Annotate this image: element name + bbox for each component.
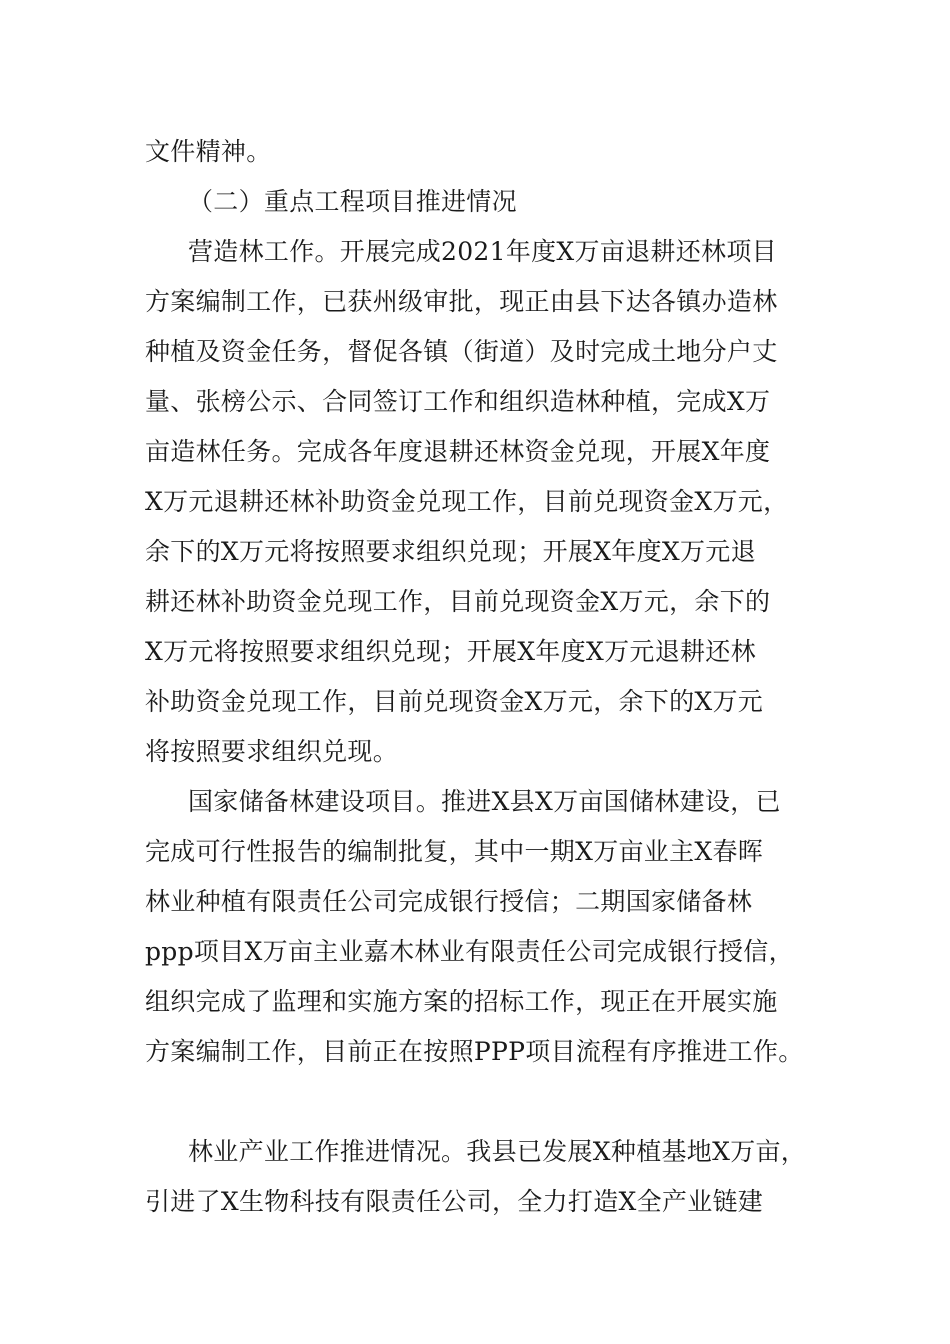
text-line: 营造林工作。开展完成2021年度X万亩退耕还林项目 <box>188 237 777 266</box>
text-line: ppp项目X万亩主业嘉木林业有限责任公司完成银行授信， <box>145 937 794 966</box>
text-line: X万元退耕还林补助资金兑现工作，目前兑现资金X万元， <box>145 487 789 516</box>
text-line: 国家储备林建设项目。推进X县X万亩国储林建设，已 <box>188 787 781 816</box>
text-line: 林业种植有限责任公司完成银行授信；二期国家储备林 <box>145 887 753 916</box>
text-line: 方案编制工作，目前正在按照PPP项目流程有序推进工作。 <box>145 1037 804 1066</box>
text-line: 将按照要求组织兑现。 <box>145 737 399 766</box>
text-line: 亩造林任务。完成各年度退耕还林资金兑现，开展X年度 <box>145 437 771 466</box>
text-line: 余下的X万元将按照要求组织兑现；开展X年度X万元退 <box>145 537 756 566</box>
text-line: X万元将按照要求组织兑现；开展X年度X万元退耕还林 <box>145 637 756 666</box>
text-line: 方案编制工作，已获州级审批，现正由县下达各镇办造林 <box>145 287 778 316</box>
section-heading: （二）重点工程项目推进情况 <box>188 187 517 216</box>
text-line: 种植及资金任务，督促各镇（街道）及时完成土地分户丈 <box>145 337 778 366</box>
text-line: 组织完成了监理和实施方案的招标工作，现正在开展实施 <box>145 987 778 1016</box>
text-line: 补助资金兑现工作，目前兑现资金X万元，余下的X万元 <box>145 687 764 716</box>
text-line: 完成可行性报告的编制批复，其中一期X万亩业主X春晖 <box>145 837 764 866</box>
text-line: 量、张榜公示、合同签订工作和组织造林种植，完成X万 <box>145 387 771 416</box>
text-line: 文件精神。 <box>145 137 272 166</box>
text-line: 林业产业工作推进情况。我县已发展X种植基地X万亩， <box>188 1137 807 1166</box>
text-line: 引进了X生物科技有限责任公司，全力打造X全产业链建 <box>145 1187 764 1216</box>
text-line: 耕还林补助资金兑现工作，目前兑现资金X万元，余下的 <box>145 587 771 616</box>
